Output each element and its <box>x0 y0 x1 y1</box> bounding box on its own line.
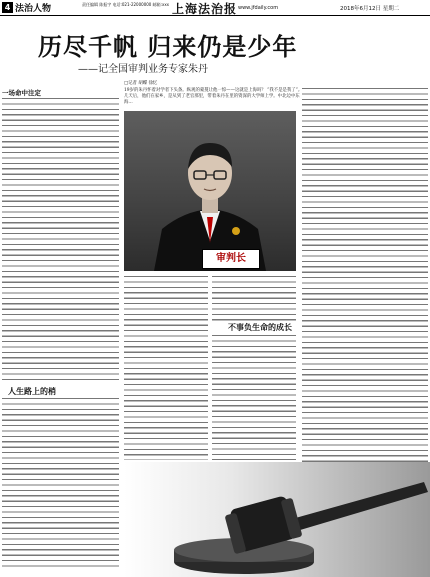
left-column-text-block-2 <box>2 398 119 570</box>
intro-paragraph: 19岁的朱丹怀着对学者下头条。纵观的蒙蔓让他一惊——这就是上海吗？ “我不是是我了”。几天后，他们在家乡，是从到了老官那里，带着朱丹在里的资深的大学师上学。中北边中东海… <box>124 88 303 105</box>
section-number: 4 <box>2 2 13 13</box>
gavel-icon <box>124 462 430 577</box>
byline: □记者 胡蝶 徐忆 <box>124 81 158 86</box>
middle-right-text-block <box>212 276 296 321</box>
gavel-photo <box>124 462 430 577</box>
middle-column-subheading: 不事负生命的成长 <box>228 322 292 332</box>
issue-date: 2018年6月12日 星期二 <box>340 6 400 12</box>
left-column-text-block <box>2 98 119 380</box>
section-name: 法治人物 <box>15 4 52 14</box>
left-column-heading: 一场命中注定 <box>2 89 41 97</box>
middle-right-text-block-2 <box>212 335 296 460</box>
middle-left-text-block <box>124 276 208 460</box>
presiding-judge-nameplate: 审判长 <box>202 249 260 269</box>
headline: 历尽千帆 归来仍是少年 <box>38 32 298 61</box>
website: www.jfdaily.com <box>238 5 279 11</box>
editor-info: 责任编辑 陈振宇 电话:021-22000000 邮箱:xxx <box>82 2 170 7</box>
portrait-photo <box>124 111 296 271</box>
masthead: 上海法治报 <box>172 2 238 16</box>
left-column-subheading: 人生路上的梢 <box>8 386 56 396</box>
subheadline: ——记全国审判业务专家朱丹 <box>78 64 208 75</box>
